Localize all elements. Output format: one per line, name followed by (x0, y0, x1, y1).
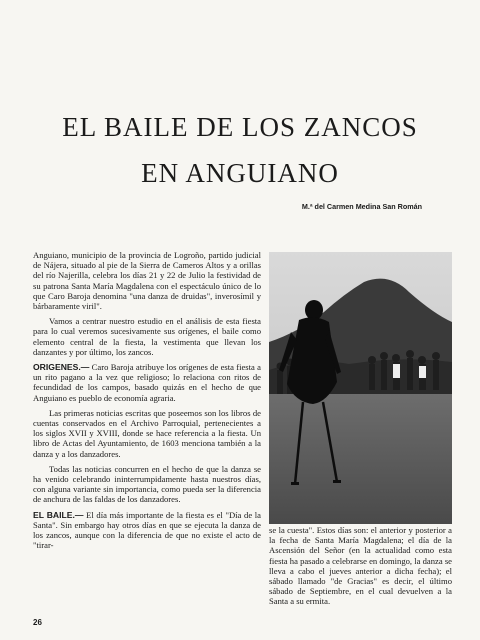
paragraph-baile-text: El día más importante de la fiesta es el "Día de la Santa". Sin embargo hay otros días en que se ejecuta la danza de los zancos, aunque con la diferencia de que no existe el acto de "tirar- (33, 509, 261, 551)
left-column (33, 250, 261, 555)
article-title-line-2: EN ANGUIANO (141, 158, 339, 188)
right-column (269, 525, 452, 607)
stilt-dancer-photo (269, 252, 452, 524)
paragraph-origenes-text: Caro Baroja atribuye los orígenes de esta fiesta a un rito pagano a la vez que religioso; lo relaciona con ritos de fecundidad de los campos, basado quizás en el hecho de que Anguiano es pueblo de economía agraria. (33, 362, 261, 403)
section-heading-baile: EL BAILE.— (33, 509, 84, 520)
paragraph-intro: Anguiano, municipio de la provincia de Logroño, partido judicial de Nájera, situado al pie de la Sierra de Cameros Altos y a orillas del río Najerilla, celebra los días 21 y 22 de Julio la festividad de su patrona Santa María Magdalena con el espectáculo único de lo que Caro Baroja denomina "una danza de druidas", inverosímil y bárbaramente viril". (33, 250, 261, 312)
paragraph-scope: Vamos a centrar nuestro estudio en el análisis de esta fiesta para lo cual veremos sucesivamente sus orígenes, el baile como elemento central de la fiesta, la vestimenta que llevan los danzantes y por último, los zancos. (33, 316, 261, 357)
paragraph-noticias: Las primeras noticias escritas que poseemos son los libros de cuentas conservados en el Archivo Parroquial, pertenecientes a los siglos XVII y XVIII, donde se hace referencia a la fiesta. Un libro de Actas del Ayuntamiento, de 1603 menciona también a la danza y a los danzadores. (33, 407, 261, 459)
section-heading-origenes: ORIGENES.— (33, 362, 90, 373)
paragraph-baile (33, 510, 261, 551)
paragraph-continued: se la cuesta". Estos días son: el anterior y posterior a la fecha de Santa María Magdalena; el día de la Ascensión del Señor (en la actualidad como esta fiesta ha pasado a celebrarse en domingo, la danza se lleva a cabo el jueves anterior a dicha fecha); el sábado llamado "de Gracias" es decir, el último sábado de Septiembre, en el cual devuelven a la Santa a su ermita. (269, 525, 452, 607)
article-title-line-1: EL BAILE DE LOS ZANCOS (62, 112, 418, 142)
page-number: 26 (33, 618, 42, 627)
author-byline: M.ª del Carmen Medina San Román (301, 202, 422, 211)
paragraph-continuidad: Todas las noticias concurren en el hecho de que la danza se ha venido celebrando ininterrumpidamente hasta nuestros días, con alguna variante sin importancia, como pueda ser la diferencia de anchura de las faldas de los danzadores. (33, 463, 261, 505)
paragraph-origenes (33, 362, 261, 403)
stilt-dancer-photo-drawing (269, 252, 452, 524)
